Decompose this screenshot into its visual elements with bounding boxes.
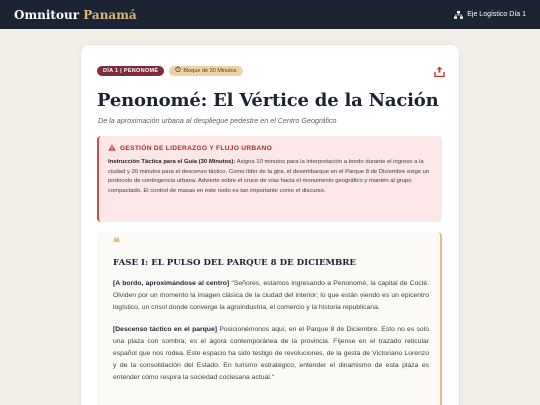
sitemap-icon — [454, 11, 463, 19]
tag-row — [97, 66, 243, 76]
script-text: Posicionémonos aquí, en el Parque 8 de Diciembre. Esto no es solo una plaza con sombra; es el ágora contemporánea de la provincia. Fíjense en el trazado reticular español que nos rodea. Este espacio ha sido testigo de revoluciones, de la gesta de Victoriano Lorenzo y de la consolidación del Estado. En turismo estratégico, entender el dinamismo de esta plaza es entender cómo respira la sociedad coclesana actual." — [113, 326, 429, 381]
brand-logo[interactable] — [14, 8, 137, 22]
share-icon[interactable] — [434, 64, 445, 82]
quote-icon: ❝ — [113, 236, 120, 251]
alert-body — [108, 158, 433, 196]
alert-heading: GESTIÓN DE LIDERAZGO Y FLUJO URBANO — [120, 145, 273, 152]
time-block-badge — [169, 66, 242, 76]
nav-logistics-link[interactable] — [454, 11, 526, 19]
script-paragraph — [113, 278, 429, 314]
brand-name: Omnitour — [14, 7, 80, 22]
script-text: "Señores, estamos ingresando a Penonomé, la capital de Coclé. Olviden por un momento la imagen clásica de la ciudad del interior; lo que están viendo es un epicentro logístico, un crisol donde converge la agroindustria, el comercio y la historia republicana. — [113, 280, 429, 311]
stage-direction: [A bordo, aproximándose al centro] — [113, 280, 230, 287]
page-title: Penonomé: El Vértice de la Nación — [97, 90, 439, 111]
phase-title: FASE I: EL PULSO DEL PARQUE 8 DE DICIEMBRE — [113, 258, 356, 268]
script-paragraph — [113, 324, 429, 384]
day-badge: DÍA 1 | PENONOMÉ — [97, 66, 164, 76]
time-block-label: Bloque de 30 Minutos — [183, 68, 237, 74]
brand-name-accent: Panamá — [83, 7, 137, 22]
warning-icon — [108, 144, 116, 153]
top-navbar — [0, 0, 540, 29]
phase-quote-block — [97, 232, 442, 405]
nav-logistics-label: Eje Logístico Día 1 — [467, 11, 526, 18]
alert-header — [108, 144, 433, 153]
alert-lead: Instrucción Táctica para el Guía (30 Minutos): — [108, 159, 236, 165]
alert-text: Asigna 10 minutos para la interpretación a bordo durante el ingreso a la ciudad y 20 minutos para el descenso táctico. Como líder de la gira, el desembarque en el Parque 8 de Diciembre exige un protocolo de contingencia urbana. Advierte sobre el cruce de vías hacia el monumento geográfico y mantén al grupo compactado. El control de masas en este nodo es tan importante como el discurso. — [108, 159, 430, 194]
leadership-alert — [97, 136, 442, 222]
content-card — [81, 45, 459, 405]
stopwatch-icon — [175, 66, 181, 76]
stage-direction: [Descenso táctico en el parque] — [113, 326, 218, 333]
page-subtitle: De la aproximación urbana al despliegue pedestre en el Centro Geográfico — [98, 116, 337, 125]
